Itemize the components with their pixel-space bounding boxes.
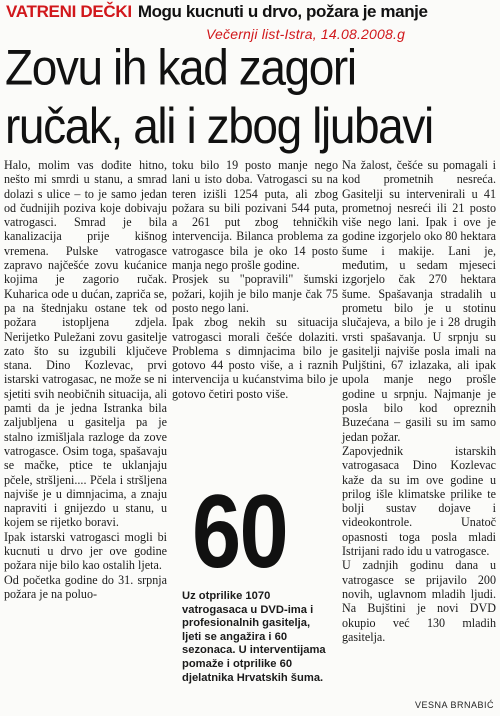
- headline: [5, 38, 497, 155]
- body-column-2: [172, 158, 338, 401]
- kicker-text: Mogu kucnuti u drvo, požara je manje: [137, 2, 428, 21]
- paragraph: toku bilo 19 posto manje nego lani u isto doba. Vatrogasci su na teren izišli 1254 puta, ali zbog požara su bili pozivani 544 puta, a 261 put zbog tehničkih intervencija. Bilanca problema za vatrogasce bila je oko 14 posto manja nego prošle godine.: [172, 158, 338, 273]
- paragraph: Na žalost, češće su pomagali i kod prometnih nesreća. Gasitelji su intervenirali u 41 prometnoj nesreći ili 21 posto više nego lani. Ipak i ove je godine izgorjelo oko 80 hektara šume i makije. Lani je, međutim, u sedam mjeseci izgorjelo čak 270 hektara šume. Spašavanja stradalih u prometu bilo je u stotinu slučajeva, a bilo je i 28 drugih vrsti spašavanja. U srpnju su gasitelji najviše posla imali na Puljštini, 67 izlazaka, ali ipak upola manje nego prošle godine u srpnju. Najmanje je posla bilo kod opreznih Buzećana – gasili su im samo jedan požar.: [342, 158, 496, 444]
- paragraph: Prosjek su "popravili" šumski požari, kojih je bilo manje čak 75 posto nego lani.: [172, 272, 338, 315]
- paragraph: Ipak zbog nekih su situacija vatrogasci morali češće dolaziti. Problema s dimnjacima bilo je gotovo 44 posto više, a i raznih intervencija u kućanstvima bilo je gotovo četiri posto više.: [172, 315, 338, 401]
- body-column-3: [342, 158, 496, 644]
- paragraph: Od početka godine do 31. srpnja požara je na poluo-: [4, 572, 167, 601]
- headline-line-1: Zovu ih kad zagori: [5, 39, 356, 96]
- paragraph: Zapovjednik istarskih vatrogasaca Dino Kozlevac kaže da su im ove godine u prilog išle klimatske prilike te bolji sustav dojave i videokontrole. Unatoč opasnosti toga posla mladi Istrijani rado idu u vatrogasce.: [342, 443, 496, 559]
- source-line: Večernji list-Istra, 14.08.2008.g: [206, 26, 406, 42]
- factbox-number: 60: [192, 474, 287, 590]
- factbox: [172, 474, 338, 710]
- kicker-tag: VATRENI DEČKI: [6, 2, 132, 21]
- paragraph: U zadnjih godinu dana u vatrogasce se prijavilo 200 novih, uglavnom mladih ljudi. Na Bujštini je novi DVD okupio već 130 mladih gasitelja.: [342, 558, 496, 644]
- factbox-text: Uz otprilike 1070 vatrogasaca u DVD-ima i profesionalnih gasitelja, ljeti se angažira i 60 sezonaca. U interventijama pomaže i otprilike 60 djelatnika Hrvatskih šuma.: [182, 590, 326, 684]
- headline-line-2: ručak, ali i zbog ljubavi: [5, 97, 433, 154]
- paragraph: Ipak istarski vatrogasci mogli bi kucnuti u drvo jer ove godine požara nije bilo kao ostalih ljeta.: [4, 529, 167, 573]
- body-column-1: [4, 158, 167, 601]
- paragraph: Halo, molim vas dođite hitno, nešto mi smrdi u stanu, a smrad dolazi s ulice – to je samo jedan od čudnijih poziva koje dobivaju vatrogasci. Smrad je bila kanalizacija prije kišnog vremena. Pulske vatrogasce zapravo najčešće zovu kućanice kojima je zagorio ručak. Kuharica ode u dućan, zapriča se, pa na štednjaku ostane tek od požara istopljena zdjela. Nerijetko Puležani zovu gasitelje zato što su izgubili ključeve stana. Dino Kozlevac, prvi istarski vatrogasac, ne može se ni sjetiti svih neobičnih situacija, ali pamti da je jedna Istranka bila zaljubljena u gasitelja pa je stalno izmišljala razloge da zove vatrogasce. Osim toga, spašavaju se mačke, ptice te uklanjaju pčele, stršljeni.... Pčela i stršljena najviše je u dimnjacima, a znaju napraviti i gnijezdo u stanu, u kojem se rijetko boravi.: [4, 158, 167, 530]
- article-kicker: [6, 2, 496, 26]
- author-byline: VESNA BRNABIĆ: [414, 700, 494, 710]
